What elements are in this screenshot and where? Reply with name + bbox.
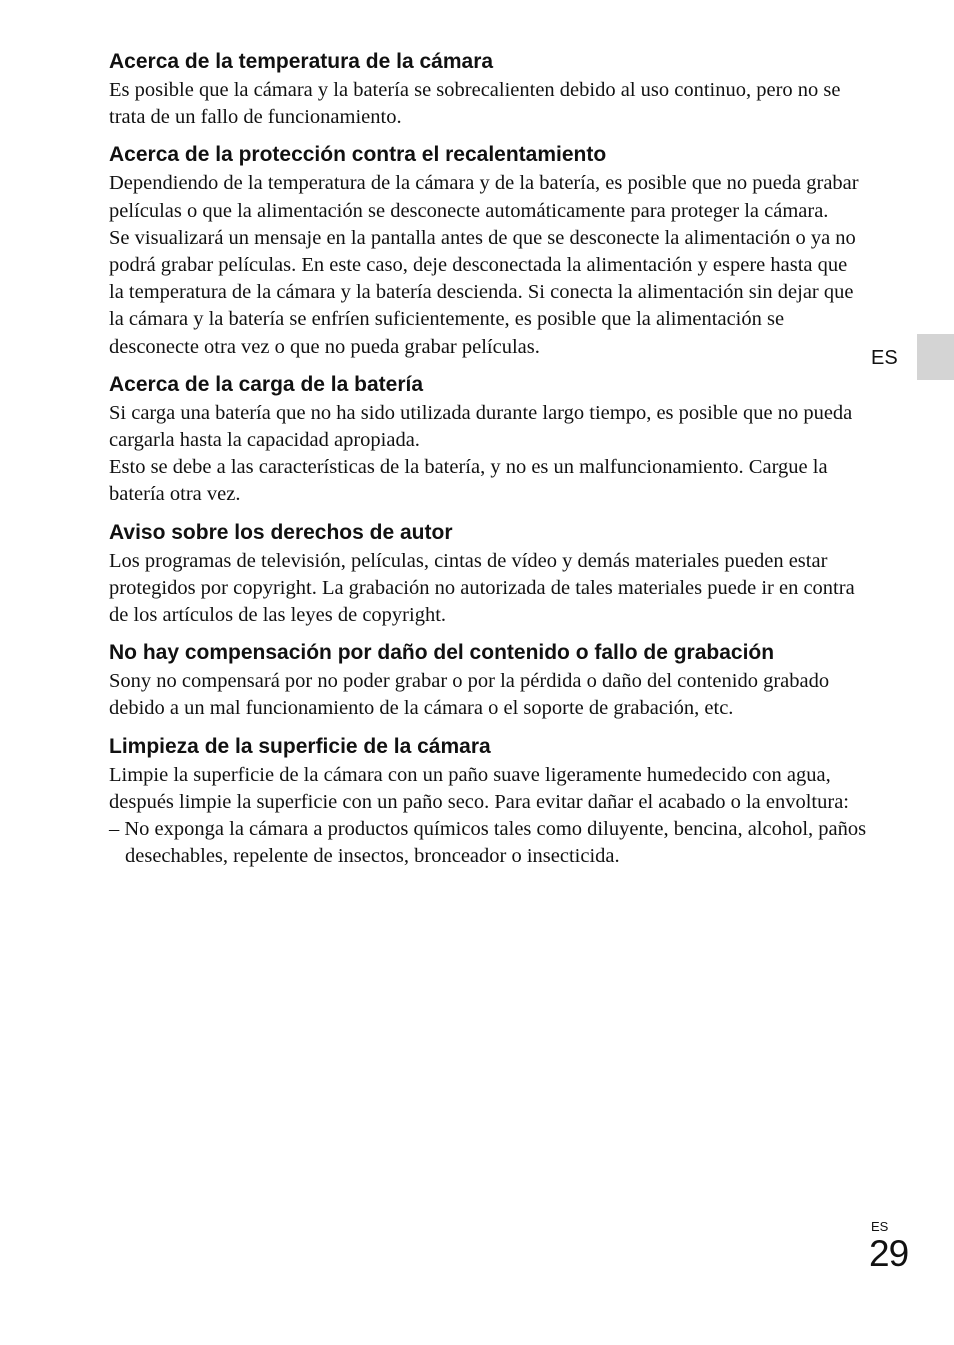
page-number: 29 [869,1233,909,1274]
section-heading: Acerca de la protección contra el recalentamiento [109,143,607,167]
section-copyright-notice [109,519,867,630]
section-paragraph: Dependiendo de la temperatura de la cámara y de la batería, es posible que no pueda grabar películas o que la alimentación se desconecte automáticamente para proteger la cámara. [109,172,859,222]
section-paragraph: Limpie la superficie de la cámara con un paño suave ligeramente humedecido con agua, después limpie la superficie con un paño seco. Para evitar dañar el acabado o la envoltura: [109,763,849,813]
section-paragraph: Se visualizará un mensaje en la pantalla antes de que se desconecte la alimentación o ya no podrá grabar películas. En este caso, deje desconectada la alimentación y espere hasta que la temperatura de la cámara y la batería descienda. Si conecta la alimentación sin dejar que la cámara y la batería se enfríen suficientemente, es posible que la alimentación se desconecte otra vez o que no pueda grabar películas. [109,226,856,358]
footer-language-code: ES [871,1219,889,1234]
section-heading: Aviso sobre los derechos de autor [109,520,453,544]
section-battery-charging [109,371,867,509]
section-heading: Acerca de la carga de la batería [109,372,424,396]
language-side-label: ES [871,347,898,369]
section-paragraph: Los programas de televisión, películas, cintas de vídeo y demás materiales pueden estar protegidos por copyright. La grabación no autorizada de tales materiales puede ir en contra de los artículos de las leyes de copyright. [109,549,855,627]
section-no-compensation [109,639,867,722]
section-heading: Acerca de la temperatura de la cámara [109,50,494,73]
section-overheat-protection [109,141,867,360]
section-camera-temperature [109,48,867,131]
language-side-tab [917,334,954,380]
page-content [109,48,867,870]
section-surface-cleaning [109,733,867,871]
section-paragraph: Si carga una batería que no ha sido utilizada durante largo tiempo, es posible que no pueda cargarla hasta la capacidad apropiada. [109,401,853,452]
dash-list-item: – No exponga la cámara a productos químicos tales como diluyente, bencina, alcohol, paños desechables, repelente de insectos, bronceador o insecticida. [109,818,867,868]
section-heading: Limpieza de la superficie de la cámara [109,734,491,758]
section-paragraph: Es posible que la cámara y la batería se sobrecalienten debido al uso continuo, pero no se trata de un fallo de funcionamiento. [109,79,841,129]
section-paragraph: Esto se debe a las características de la batería, y no es un malfuncionamiento. Cargue la batería otra vez. [109,456,828,506]
section-paragraph: Sony no compensará por no poder grabar o por la pérdida o daño del contenido grabado debido a un mal funcionamiento de la cámara o el soporte de grabación, etc. [109,670,830,720]
section-heading: No hay compensación por daño del contenido o fallo de grabación [109,641,775,665]
